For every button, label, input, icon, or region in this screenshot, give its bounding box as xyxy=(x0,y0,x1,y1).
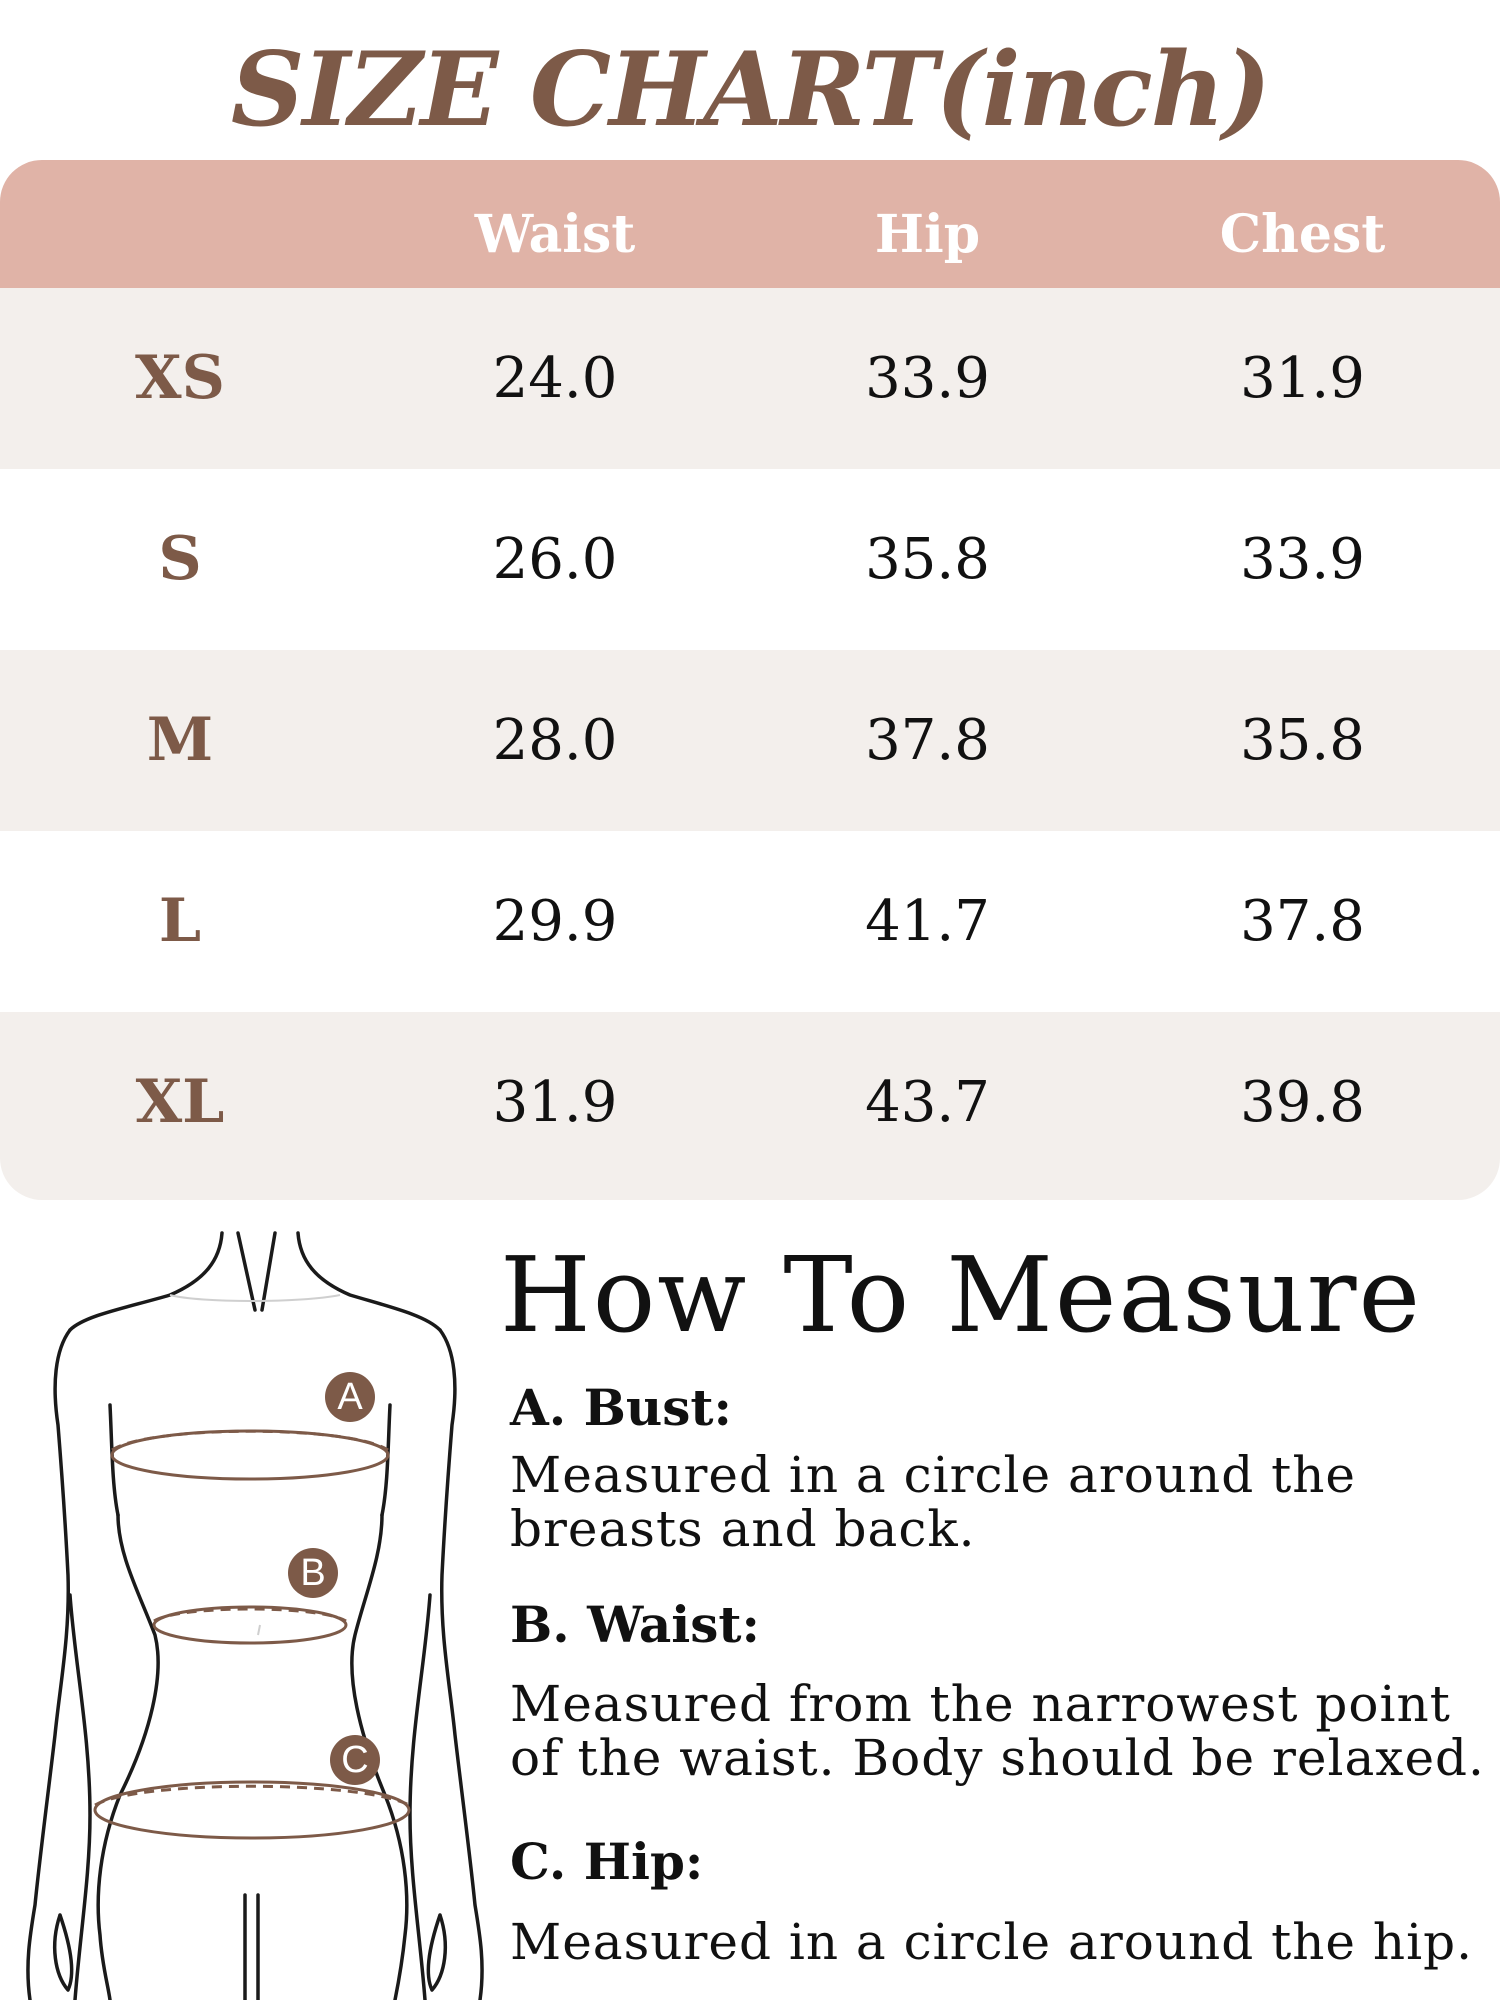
column-header-hip: Hip xyxy=(874,204,981,265)
size-label: L xyxy=(158,886,202,956)
description-line: breasts and back. xyxy=(510,1500,976,1558)
size-label: M xyxy=(146,705,214,775)
table-row xyxy=(0,831,1500,1012)
how-to-measure-heading: How To Measure xyxy=(500,1234,1423,1356)
column-header-waist: Waist xyxy=(474,204,636,265)
waist-value: 28.0 xyxy=(492,708,618,773)
marker-a-icon: A xyxy=(325,1372,375,1422)
hip-value: 35.8 xyxy=(865,527,990,592)
size-label: XL xyxy=(135,1067,225,1137)
waist-value: 31.9 xyxy=(492,1070,618,1135)
waist-description xyxy=(510,1677,1500,1785)
chest-value: 33.9 xyxy=(1240,527,1365,592)
size-label: S xyxy=(158,524,202,594)
chest-value: 35.8 xyxy=(1240,708,1365,773)
waist-value: 26.0 xyxy=(492,527,618,592)
body-outline-illustration xyxy=(0,1215,500,2000)
hip-value: 43.7 xyxy=(865,1070,990,1135)
column-header-size xyxy=(0,160,360,288)
size-table xyxy=(0,160,1500,1200)
bust-description xyxy=(510,1448,1500,1556)
page-title: SIZE CHART(inch) xyxy=(230,30,1270,150)
table-row xyxy=(0,288,1500,469)
description-line: Measured in a circle around the xyxy=(510,1446,1357,1504)
chest-value: 37.8 xyxy=(1240,889,1365,954)
description-line: Measured in a circle around the hip. xyxy=(510,1913,1474,1971)
description-line: Measured from the narrowest point xyxy=(510,1675,1451,1733)
hip-description xyxy=(510,1915,1500,1969)
hip-value: 33.9 xyxy=(865,346,990,411)
waist-heading: B. Waist: xyxy=(510,1595,760,1654)
hip-value: 37.8 xyxy=(865,708,990,773)
marker-c-icon: C xyxy=(330,1735,380,1785)
table-row xyxy=(0,469,1500,650)
hip-value: 41.7 xyxy=(865,889,990,954)
column-header-chest: Chest xyxy=(1219,204,1386,265)
hip-heading: C. Hip: xyxy=(510,1832,704,1891)
table-header xyxy=(0,160,1500,288)
description-line: of the waist. Body should be relaxed. xyxy=(510,1729,1485,1787)
table-row xyxy=(0,1012,1500,1200)
table-row xyxy=(0,650,1500,831)
waist-value: 29.9 xyxy=(492,889,618,954)
bust-heading: A. Bust: xyxy=(510,1378,732,1437)
chest-value: 39.8 xyxy=(1240,1070,1365,1135)
size-label: XS xyxy=(135,343,225,413)
marker-b-icon: B xyxy=(288,1548,338,1598)
waist-value: 24.0 xyxy=(492,346,618,411)
chest-value: 31.9 xyxy=(1240,346,1365,411)
